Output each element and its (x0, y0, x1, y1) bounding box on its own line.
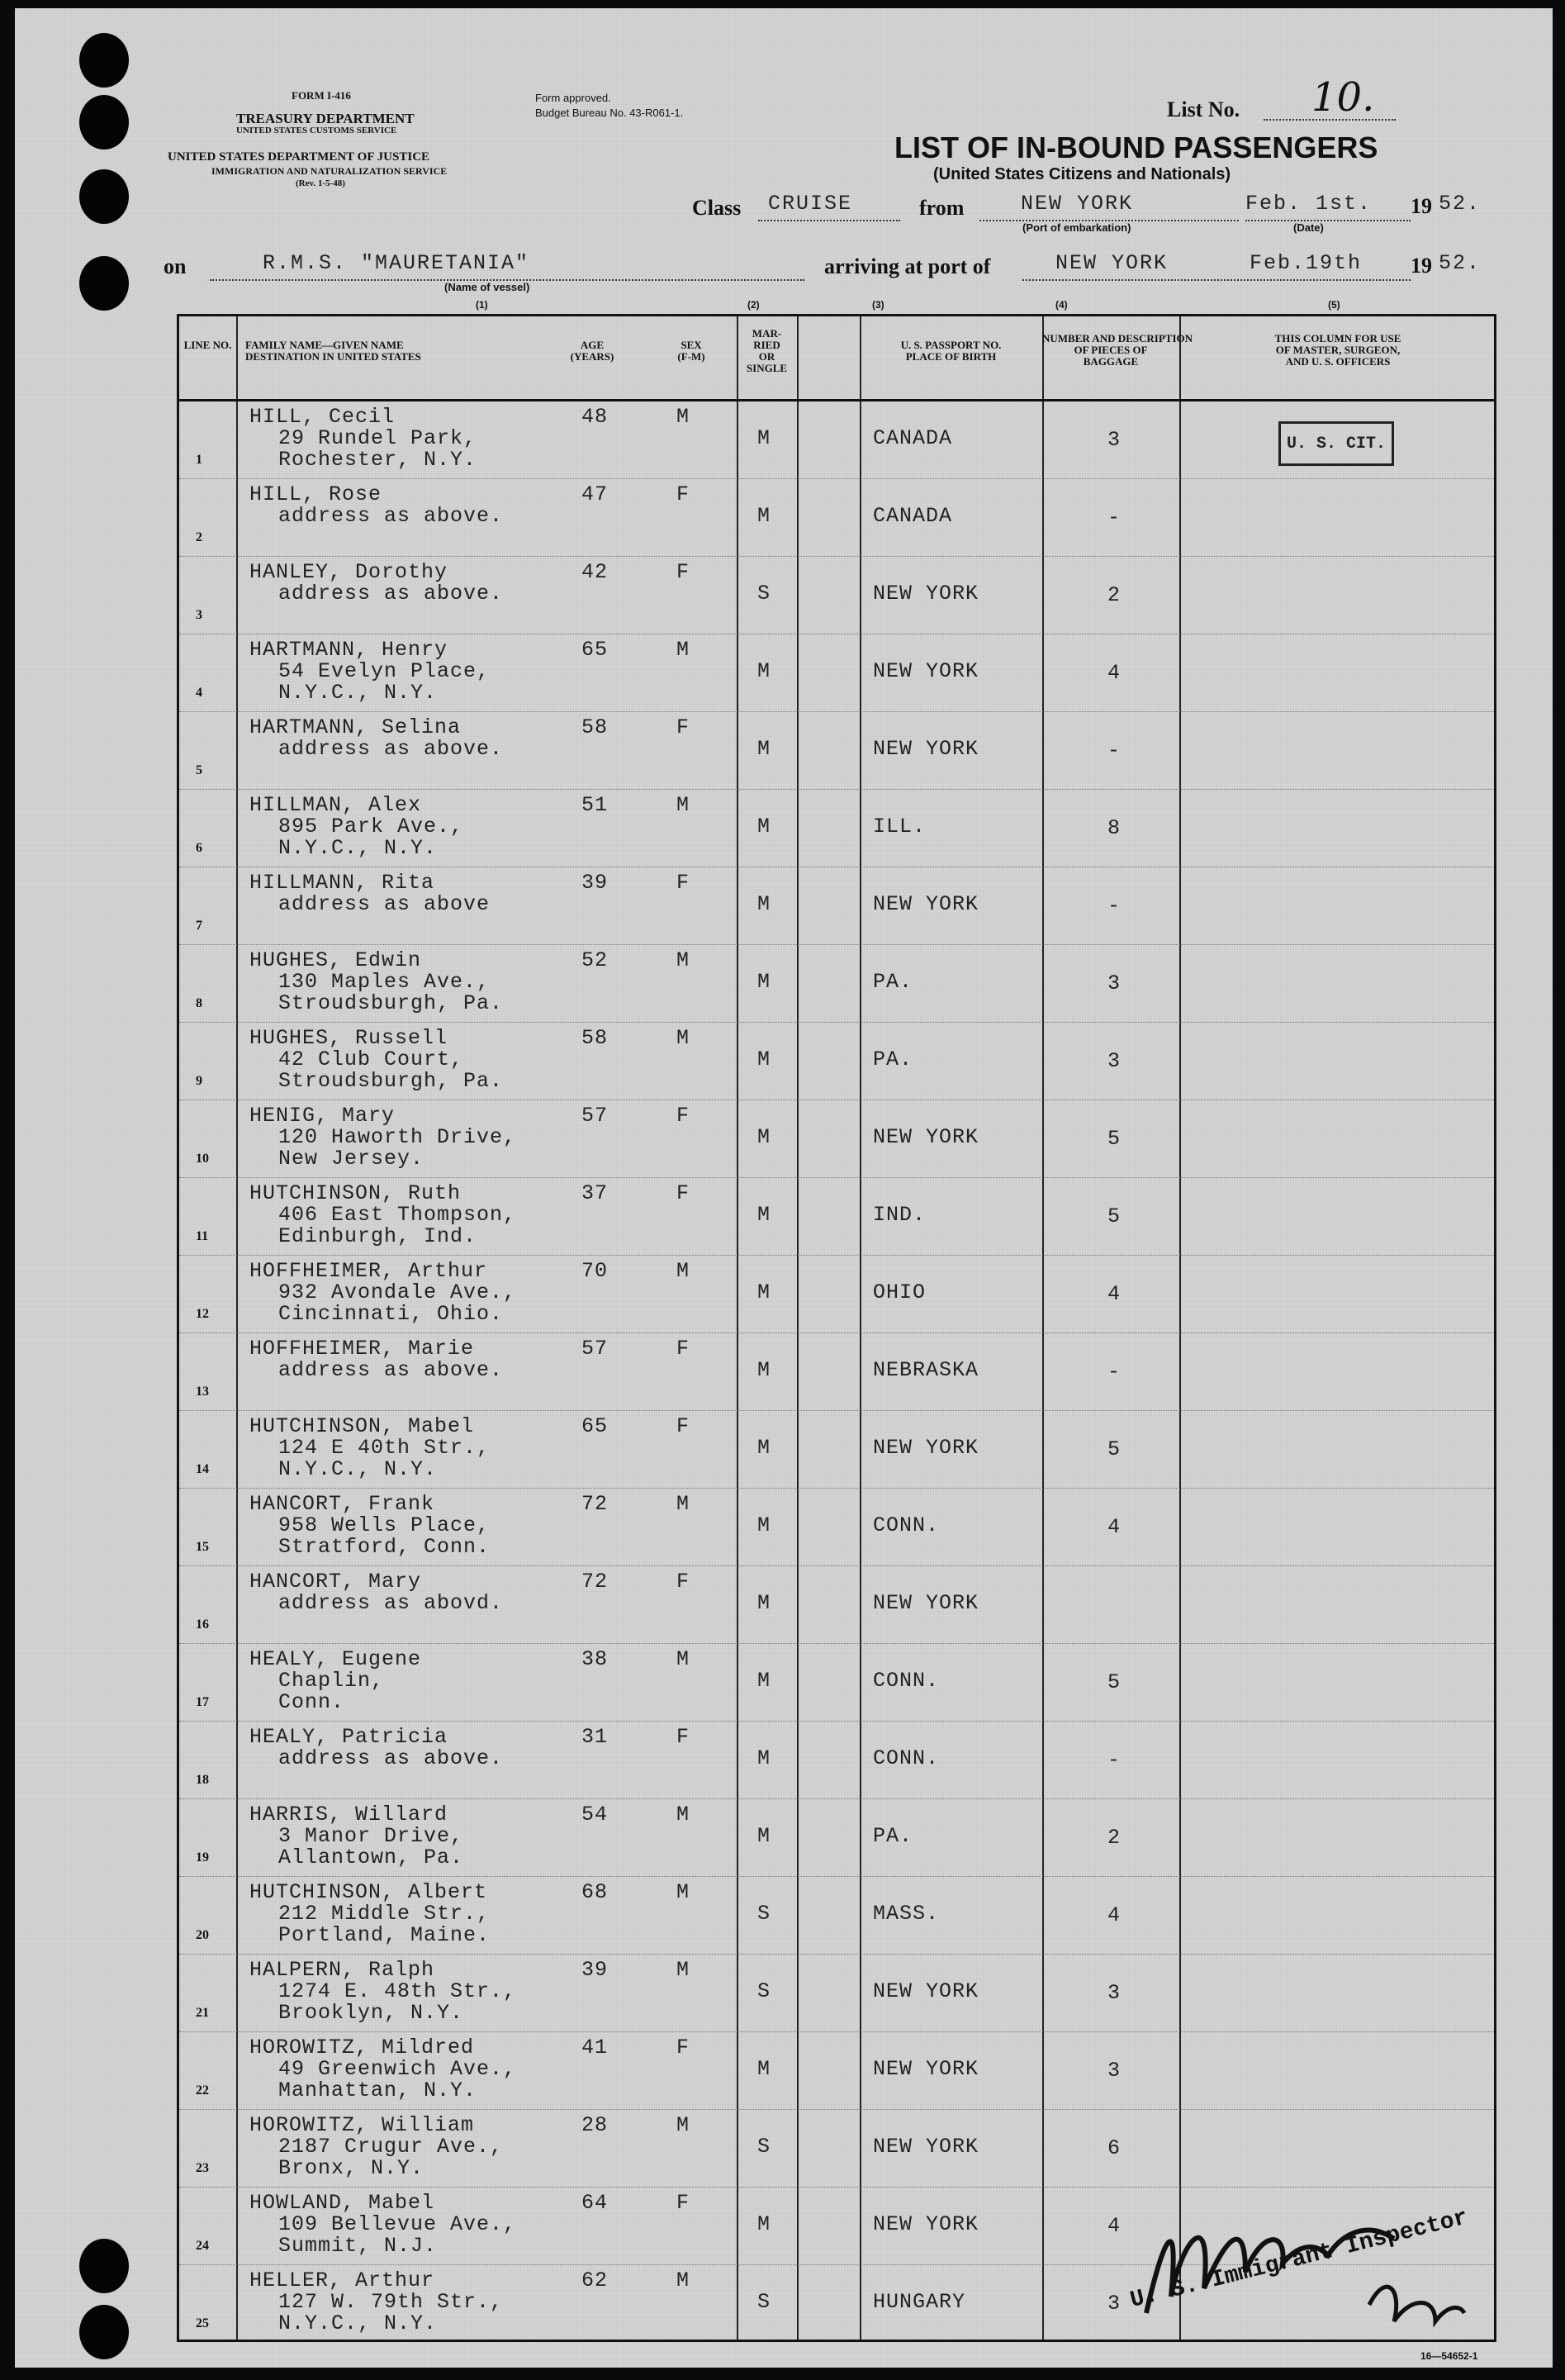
passenger-address: address as abovd. (278, 1591, 504, 1615)
passenger-name: HUGHES, Edwin (249, 948, 422, 972)
passenger-age: 57 (581, 1104, 609, 1128)
passenger-age: 39 (581, 871, 609, 895)
passenger-name: HILL, Rose (249, 482, 382, 506)
place-of-birth: CANADA (873, 504, 953, 528)
passenger-address: 49 Greenwich Ave., (278, 2057, 517, 2081)
line-number: 14 (196, 1462, 209, 1476)
baggage-count: 5 (1107, 1127, 1121, 1151)
passenger-name: HUGHES, Russell (249, 1026, 448, 1050)
passenger-age: 51 (581, 793, 609, 817)
passenger-age: 72 (581, 1492, 609, 1516)
line-number: 18 (196, 1773, 209, 1787)
line-number: 10 (196, 1152, 209, 1166)
place-of-birth: ILL. (873, 815, 927, 838)
passenger-age: 65 (581, 638, 609, 662)
row-divider (179, 1488, 1494, 1489)
passenger-sex: F (676, 1414, 690, 1438)
marital-status: M (757, 1358, 771, 1382)
justice-department: UNITED STATES DEPARTMENT OF JUSTICE (168, 150, 430, 164)
passenger-name: HOWLAND, Mabel (249, 2191, 435, 2215)
page-title: LIST OF IN-BOUND PASSENGERS (894, 131, 1378, 164)
passenger-age: 54 (581, 1803, 609, 1827)
marital-status: S (757, 582, 771, 606)
date-caption: (Date) (1293, 221, 1324, 234)
passenger-address: 406 East Thompson, (278, 1203, 517, 1227)
passenger-sex: M (676, 638, 690, 662)
col-header-officers: THIS COLUMN FOR USE OF MASTER, SURGEON, AND U. S. OFFICERS (1274, 332, 1401, 368)
port-embark-caption: (Port of embarkation) (1022, 221, 1131, 234)
year-prefix: 19 (1411, 194, 1432, 218)
class-value: CRUISE (768, 192, 853, 216)
on-label: on (164, 254, 187, 278)
passenger-age: 31 (581, 1725, 609, 1749)
passenger-address: Edinburgh, Ind. (278, 1224, 477, 1248)
passenger-name: HOFFHEIMER, Marie (249, 1337, 475, 1361)
baggage-count: 4 (1107, 2214, 1121, 2238)
row-divider (179, 1643, 1494, 1644)
passenger-age: 72 (581, 1570, 609, 1594)
baggage-count: 4 (1107, 1282, 1121, 1306)
passenger-address: 120 Haworth Drive, (278, 1125, 517, 1149)
row-divider (179, 944, 1494, 945)
marital-status: S (757, 1902, 771, 1926)
treasury-department: TREASURY DEPARTMENT (236, 111, 415, 126)
passenger-name: HELLER, Arthur (249, 2268, 435, 2292)
passenger-name: HOFFHEIMER, Arthur (249, 1259, 488, 1283)
col-divider (797, 316, 799, 2340)
passenger-age: 42 (581, 560, 609, 584)
vessel-caption: (Name of vessel) (444, 281, 530, 293)
marital-status: M (757, 737, 771, 761)
place-of-birth: NEW YORK (873, 1979, 979, 2003)
passenger-name: HEALY, Eugene (249, 1647, 422, 1671)
punch-hole (79, 256, 129, 311)
baggage-count: 5 (1107, 1204, 1121, 1228)
baggage-count: 4 (1107, 1903, 1121, 1927)
passenger-address: Summit, N.J. (278, 2234, 438, 2258)
header-divider (179, 399, 1494, 401)
passenger-sex: F (676, 1570, 690, 1594)
passenger-name: HALPERN, Ralph (249, 1958, 435, 1982)
passenger-sex: F (676, 715, 690, 739)
passenger-age: 41 (581, 2036, 609, 2059)
passenger-sex: F (676, 1337, 690, 1361)
passenger-address: Chaplin, (278, 1669, 385, 1693)
col-header-passport: U. S. PASSPORT NO. PLACE OF BIRTH (900, 339, 1002, 363)
passenger-address: Stroudsburgh, Pa. (278, 991, 504, 1015)
place-of-birth: OHIO (873, 1280, 927, 1304)
marital-status: M (757, 2212, 771, 2236)
row-divider (179, 711, 1494, 712)
date-embark: Feb. 1st. (1245, 192, 1373, 216)
line-number: 15 (196, 1540, 209, 1554)
from-label: from (919, 196, 965, 220)
passenger-sex: F (676, 2191, 690, 2215)
line-number: 21 (196, 2006, 209, 2020)
line-number: 16 (196, 1618, 209, 1632)
line-number: 24 (196, 2239, 209, 2253)
row-divider (179, 1255, 1494, 1256)
row-divider (179, 1876, 1494, 1877)
line-number: 11 (196, 1229, 209, 1243)
place-of-birth: NEW YORK (873, 2057, 979, 2081)
place-of-birth: PA. (873, 1824, 913, 1848)
passenger-age: 62 (581, 2268, 609, 2292)
year-arrival: 52. (1439, 251, 1482, 275)
baggage-count: - (1107, 1360, 1121, 1384)
col-divider (737, 316, 738, 2340)
passenger-address: 895 Park Ave., (278, 815, 464, 838)
baggage-count: 3 (1107, 2059, 1121, 2083)
passenger-sex: F (676, 560, 690, 584)
marital-status: M (757, 1591, 771, 1615)
passenger-table (177, 314, 1496, 2342)
line-number: 5 (196, 763, 202, 777)
date-embark-line (1245, 220, 1411, 221)
col-divider (236, 316, 238, 2340)
col-header-age: AGE (YEARS) (570, 339, 614, 363)
col-divider (1179, 316, 1181, 2340)
passenger-address: Stratford, Conn. (278, 1535, 491, 1559)
passenger-name: HARTMANN, Selina (249, 715, 462, 739)
place-of-birth: NEW YORK (873, 2135, 979, 2159)
passenger-address: address as above. (278, 737, 504, 761)
passenger-address: Portland, Maine. (278, 1923, 491, 1947)
passenger-name: HILLMANN, Rita (249, 871, 435, 895)
line-number: 8 (196, 996, 202, 1010)
passenger-address: Brooklyn, N.Y. (278, 2001, 464, 2025)
baggage-count: 6 (1107, 2136, 1121, 2160)
ins-service: IMMIGRATION AND NATURALIZATION SERVICE (211, 165, 448, 177)
row-divider (179, 1954, 1494, 1955)
passenger-address: Conn. (278, 1690, 345, 1714)
baggage-count: 3 (1107, 2292, 1121, 2316)
marital-status: M (757, 1746, 771, 1770)
line-number: 20 (196, 1928, 209, 1942)
passenger-sex: M (676, 1958, 690, 1982)
marital-status: M (757, 1203, 771, 1227)
passenger-name: HANCORT, Mary (249, 1570, 422, 1594)
manifest-sheet (15, 8, 1553, 2368)
form-approved: Form approved. (535, 92, 611, 104)
passenger-sex: M (676, 1259, 690, 1283)
vessel-name: R.M.S. "MAURETANIA" (263, 251, 530, 275)
passenger-address: address as above. (278, 582, 504, 606)
passenger-name: HUTCHINSON, Albert (249, 1880, 488, 1904)
baggage-count: - (1107, 894, 1121, 918)
passenger-sex: F (676, 1181, 690, 1205)
form-code: 16—54652-1 (1420, 2350, 1478, 2362)
row-divider (179, 1177, 1494, 1178)
place-of-birth: CONN. (873, 1746, 940, 1770)
page-subtitle: (United States Citizens and Nationals) (933, 165, 1231, 183)
passenger-address: Cincinnati, Ohio. (278, 1302, 504, 1326)
col-header-line: LINE NO. (183, 339, 232, 351)
passenger-address: Allantown, Pa. (278, 1846, 464, 1869)
line-number: 13 (196, 1385, 209, 1399)
col-header-baggage: NUMBER AND DESCRIPTION OF PIECES OF BAGGAGE (1042, 332, 1193, 368)
passenger-age: 58 (581, 1026, 609, 1050)
passenger-sex: M (676, 1492, 690, 1516)
marital-status: M (757, 1280, 771, 1304)
passenger-address: 109 Bellevue Ave., (278, 2212, 517, 2236)
baggage-count: 3 (1107, 1049, 1121, 1073)
list-no-value: 10. (1311, 74, 1375, 121)
line-number: 6 (196, 841, 202, 855)
year-prefix-arrival: 19 (1411, 254, 1432, 278)
punch-hole (79, 2305, 129, 2359)
row-divider (179, 478, 1494, 479)
col-num-2: (2) (747, 299, 760, 311)
passenger-name: HILLMAN, Alex (249, 793, 422, 817)
passenger-address: 127 W. 79th Str., (278, 2290, 504, 2314)
class-line (758, 220, 900, 221)
passenger-name: HARRIS, Willard (249, 1803, 448, 1827)
passenger-address: 124 E 40th Str., (278, 1436, 491, 1460)
place-of-birth: CONN. (873, 1513, 940, 1537)
col-num-5: (5) (1328, 299, 1340, 311)
col-num-3: (3) (872, 299, 884, 311)
place-of-birth: NEW YORK (873, 1436, 979, 1460)
passenger-address: N.Y.C., N.Y. (278, 681, 438, 705)
passenger-sex: F (676, 2036, 690, 2059)
marital-status: M (757, 504, 771, 528)
passenger-address: Bronx, N.Y. (278, 2156, 424, 2180)
row-divider (179, 1565, 1494, 1566)
place-of-birth: NEW YORK (873, 737, 979, 761)
passenger-address: 130 Maples Ave., (278, 970, 491, 994)
line-number: 17 (196, 1695, 209, 1709)
marital-status: M (757, 2057, 771, 2081)
passenger-sex: M (676, 405, 690, 429)
passenger-age: 64 (581, 2191, 609, 2215)
baggage-count: 3 (1107, 428, 1121, 452)
punch-hole (79, 2239, 129, 2293)
marital-status: S (757, 2135, 771, 2159)
row-divider (179, 1721, 1494, 1722)
year-embark: 52. (1439, 192, 1482, 216)
passenger-address: address as above. (278, 1358, 504, 1382)
arrival-date: Feb.19th (1250, 251, 1363, 275)
line-number: 3 (196, 608, 202, 622)
baggage-count: 5 (1107, 1670, 1121, 1694)
passenger-address: 42 Club Court, (278, 1047, 464, 1071)
passenger-age: 48 (581, 405, 609, 429)
passenger-sex: M (676, 1026, 690, 1050)
passenger-name: HANLEY, Dorothy (249, 560, 448, 584)
marital-status: S (757, 2290, 771, 2314)
row-divider (179, 789, 1494, 790)
place-of-birth: NEW YORK (873, 1125, 979, 1149)
passenger-age: 52 (581, 948, 609, 972)
line-number: 2 (196, 530, 202, 544)
budget-bureau: Budget Bureau No. 43-R061-1. (535, 107, 684, 119)
passenger-name: HANCORT, Frank (249, 1492, 435, 1516)
punch-hole (79, 169, 129, 224)
passenger-sex: M (676, 1880, 690, 1904)
passenger-age: 68 (581, 1880, 609, 1904)
passenger-address: N.Y.C., N.Y. (278, 2311, 438, 2335)
col-divider (1042, 316, 1044, 2340)
baggage-count: - (1107, 1748, 1121, 1772)
marital-status: M (757, 426, 771, 450)
place-of-birth: NEW YORK (873, 2212, 979, 2236)
passenger-name: HUTCHINSON, Mabel (249, 1414, 475, 1438)
baggage-count: 3 (1107, 1981, 1121, 2005)
baggage-count: - (1107, 739, 1121, 762)
place-of-birth: PA. (873, 1047, 913, 1071)
marital-status: M (757, 1436, 771, 1460)
passenger-sex: M (676, 2268, 690, 2292)
port-embark-value: NEW YORK (1021, 192, 1134, 216)
line-number: 1 (196, 453, 202, 467)
col-header-married: MAR- RIED OR SINGLE (746, 327, 788, 374)
place-of-birth: CANADA (873, 426, 953, 450)
us-citizen-stamp: U. S. CIT. (1278, 421, 1394, 466)
baggage-count: 8 (1107, 816, 1121, 840)
marital-status: M (757, 970, 771, 994)
passenger-address: N.Y.C., N.Y. (278, 1457, 438, 1481)
arriving-label: arriving at port of (824, 254, 991, 278)
baggage-count: 2 (1107, 583, 1121, 607)
row-divider (179, 556, 1494, 557)
revision: (Rev. 1-5-48) (296, 178, 345, 188)
class-label: Class (692, 196, 742, 220)
passenger-address: 958 Wells Place, (278, 1513, 491, 1537)
place-of-birth: NEW YORK (873, 582, 979, 606)
baggage-count: 4 (1107, 661, 1121, 685)
place-of-birth: IND. (873, 1203, 927, 1227)
passenger-age: 28 (581, 2113, 609, 2137)
form-number: FORM I-416 (292, 89, 351, 102)
passenger-age: 38 (581, 1647, 609, 1671)
passenger-sex: F (676, 1725, 690, 1749)
marital-status: M (757, 1669, 771, 1693)
line-number: 19 (196, 1850, 209, 1865)
passenger-age: 58 (581, 715, 609, 739)
place-of-birth: NEBRASKA (873, 1358, 979, 1382)
punch-hole (79, 33, 129, 88)
inspector-stamp: U. S. Immigrant Inspector (1127, 2205, 1471, 2314)
passenger-name: HEALY, Patricia (249, 1725, 448, 1749)
passenger-sex: F (676, 871, 690, 895)
col-divider (860, 316, 861, 2340)
place-of-birth: CONN. (873, 1669, 940, 1693)
row-divider (179, 1022, 1494, 1023)
marital-status: M (757, 892, 771, 916)
passenger-address: 212 Middle Str., (278, 1902, 491, 1926)
place-of-birth: NEW YORK (873, 892, 979, 916)
passenger-age: 47 (581, 482, 609, 506)
passenger-name: HOROWITZ, William (249, 2113, 475, 2137)
passenger-address: N.Y.C., N.Y. (278, 836, 438, 860)
place-of-birth: MASS. (873, 1902, 940, 1926)
marital-status: M (757, 659, 771, 683)
passenger-address: address as above. (278, 1746, 504, 1770)
baggage-count: 3 (1107, 971, 1121, 995)
passenger-sex: M (676, 1647, 690, 1671)
passenger-name: HARTMANN, Henry (249, 638, 448, 662)
marital-status: M (757, 1125, 771, 1149)
punch-hole (79, 95, 129, 150)
place-of-birth: NEW YORK (873, 1591, 979, 1615)
col-num-4: (4) (1055, 299, 1068, 311)
passenger-address: Rochester, N.Y. (278, 448, 477, 472)
row-divider (179, 1410, 1494, 1411)
marital-status: M (757, 1513, 771, 1537)
line-number: 9 (196, 1074, 202, 1088)
passenger-age: 37 (581, 1181, 609, 1205)
baggage-count: 5 (1107, 1437, 1121, 1461)
passenger-sex: M (676, 2113, 690, 2137)
passenger-sex: M (676, 793, 690, 817)
passenger-address: 932 Avondale Ave., (278, 1280, 517, 1304)
line-number: 7 (196, 919, 202, 933)
place-of-birth: HUNGARY (873, 2290, 966, 2314)
passenger-address: address as above (278, 892, 491, 916)
passenger-sex: M (676, 948, 690, 972)
row-divider (179, 1798, 1494, 1799)
passenger-address: 29 Rundel Park, (278, 426, 477, 450)
line-number: 12 (196, 1307, 209, 1321)
marital-status: S (757, 1979, 771, 2003)
line-number: 25 (196, 2316, 209, 2330)
passenger-age: 70 (581, 1259, 609, 1283)
passenger-address: Manhattan, N.Y. (278, 2078, 477, 2102)
passenger-address: New Jersey. (278, 1147, 424, 1171)
marital-status: M (757, 815, 771, 838)
baggage-count: 2 (1107, 1826, 1121, 1850)
baggage-count: - (1107, 506, 1121, 530)
place-of-birth: NEW YORK (873, 659, 979, 683)
passenger-name: HILL, Cecil (249, 405, 396, 429)
passenger-address: 1274 E. 48th Str., (278, 1979, 517, 2003)
passenger-name: HENIG, Mary (249, 1104, 396, 1128)
passenger-age: 57 (581, 1337, 609, 1361)
passenger-age: 39 (581, 1958, 609, 1982)
list-no-label: List No. (1167, 97, 1240, 121)
passenger-address: 3 Manor Drive, (278, 1824, 464, 1848)
baggage-count: 4 (1107, 1515, 1121, 1539)
row-divider (179, 2031, 1494, 2032)
passenger-age: 65 (581, 1414, 609, 1438)
passenger-address: 54 Evelyn Place, (278, 659, 491, 683)
marital-status: M (757, 1824, 771, 1848)
passenger-address: Stroudsburgh, Pa. (278, 1069, 504, 1093)
col-header-name: FAMILY NAME—GIVEN NAME DESTINATION IN UNITED STATES (245, 339, 421, 363)
marital-status: M (757, 1047, 771, 1071)
passenger-name: HUTCHINSON, Ruth (249, 1181, 462, 1205)
col-num-1: (1) (476, 299, 488, 311)
arrival-line (1022, 279, 1411, 281)
col-header-sex: SEX (F-M) (677, 339, 705, 363)
passenger-sex: F (676, 482, 690, 506)
line-number: 4 (196, 686, 202, 700)
line-number: 22 (196, 2083, 209, 2097)
passenger-name: HOROWITZ, Mildred (249, 2036, 475, 2059)
place-of-birth: PA. (873, 970, 913, 994)
passenger-address: address as above. (278, 504, 504, 528)
passenger-address: 2187 Crugur Ave., (278, 2135, 504, 2159)
line-number: 23 (196, 2161, 209, 2175)
passenger-sex: M (676, 1803, 690, 1827)
arrival-port: NEW YORK (1055, 251, 1169, 275)
customs-service: UNITED STATES CUSTOMS SERVICE (236, 126, 397, 135)
passenger-sex: F (676, 1104, 690, 1128)
